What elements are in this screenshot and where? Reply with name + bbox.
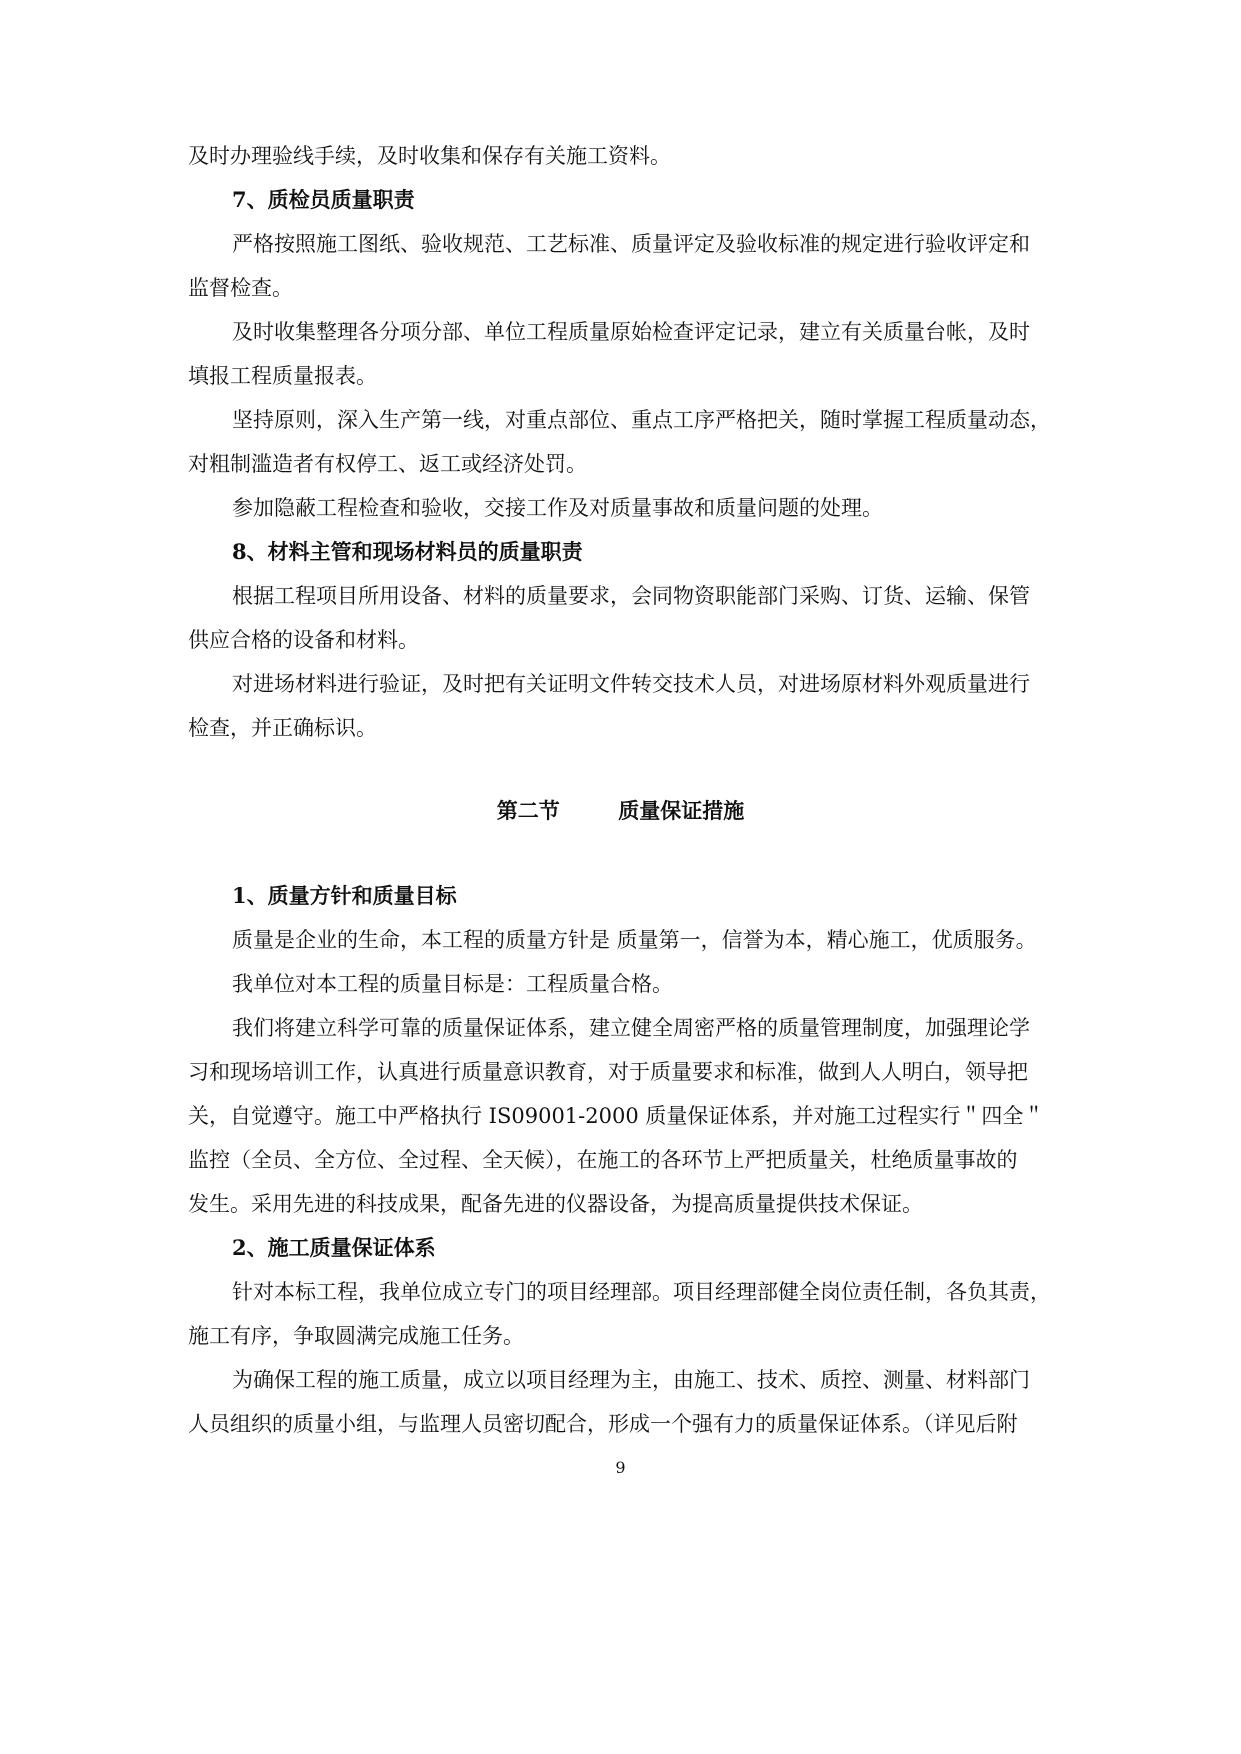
paragraph-line: 对进场材料进行验证，及时把有关证明文件转交技术人员，对进场原材料外观质量进行 — [232, 672, 1030, 696]
page-number: 9 — [615, 1458, 626, 1477]
paragraph-line: 我单位对本工程的质量目标是：工程质量合格。 — [232, 972, 673, 996]
paragraph-line: 参加隐蔽工程检查和验收，交接工作及对质量事故和质量问题的处理。 — [232, 496, 883, 520]
paragraph-line: 发生。采用先进的科技成果，配备先进的仪器设备，为提高质量提供技术保证。 — [188, 1192, 923, 1216]
paragraph-line: 填报工程质量报表。 — [188, 364, 377, 388]
paragraph-line: 习和现场培训工作，认真进行质量意识教育，对于质量要求和标准，做到人人明白，领导把 — [188, 1060, 1028, 1084]
heading-quality-inspector: 7、质检员质量职责 — [232, 187, 415, 212]
section-title: 第二节 质量保证措施 — [496, 798, 745, 823]
paragraph-line: 质量是企业的生命，本工程的质量方针是 质量第一，信誉为本，精心施工，优质服务。 — [232, 928, 1037, 952]
heading-material-staff: 8、材料主管和现场材料员的质量职责 — [232, 539, 583, 564]
paragraph-line: 监控（全员、全方位、全过程、全天候），在施工的各环节上严把质量关，杜绝质量事故的 — [188, 1148, 1018, 1172]
paragraph-line: 检查，并正确标识。 — [188, 716, 377, 740]
paragraph-line: 施工有序，争取圆满完成施工任务。 — [188, 1324, 524, 1348]
paragraph-line: 关，自觉遵守。施工中严格执行 IS09001-2000 质量保证体系，并对施工过程实行＂四全＂ — [188, 1104, 1045, 1128]
heading-construction-quality-system: 2、施工质量保证体系 — [232, 1235, 436, 1260]
paragraph-line: 监督检查。 — [188, 276, 293, 300]
paragraph-line: 人员组织的质量小组，与监理人员密切配合，形成一个强有力的质量保证体系。（详见后附 — [188, 1412, 1018, 1436]
paragraph-line: 针对本标工程，我单位成立专门的项目经理部。项目经理部健全岗位责任制，各负其责， — [232, 1280, 1051, 1304]
paragraph-line: 根据工程项目所用设备、材料的质量要求，会同物资职能部门采购、订货、运输、保管 — [232, 584, 1030, 608]
paragraph-line: 我们将建立科学可靠的质量保证体系，建立健全周密严格的质量管理制度，加强理论学 — [232, 1016, 1030, 1040]
paragraph-line: 坚持原则，深入生产第一线，对重点部位、重点工序严格把关，随时掌握工程质量动态， — [232, 408, 1051, 432]
paragraph-line: 为确保工程的施工质量，成立以项目经理为主，由施工、技术、质控、测量、材料部门 — [232, 1368, 1030, 1392]
paragraph-line: 及时办理验线手续，及时收集和保存有关施工资料。 — [188, 144, 671, 168]
paragraph-line: 及时收集整理各分项分部、单位工程质量原始检查评定记录，建立有关质量台帐，及时 — [232, 320, 1030, 344]
paragraph-line: 严格按照施工图纸、验收规范、工艺标准、质量评定及验收标准的规定进行验收评定和 — [232, 232, 1030, 256]
paragraph-line: 对粗制滥造者有权停工、返工或经济处罚。 — [188, 452, 587, 476]
paragraph-line: 供应合格的设备和材料。 — [188, 628, 419, 652]
heading-quality-policy: 1、质量方针和质量目标 — [232, 883, 457, 908]
